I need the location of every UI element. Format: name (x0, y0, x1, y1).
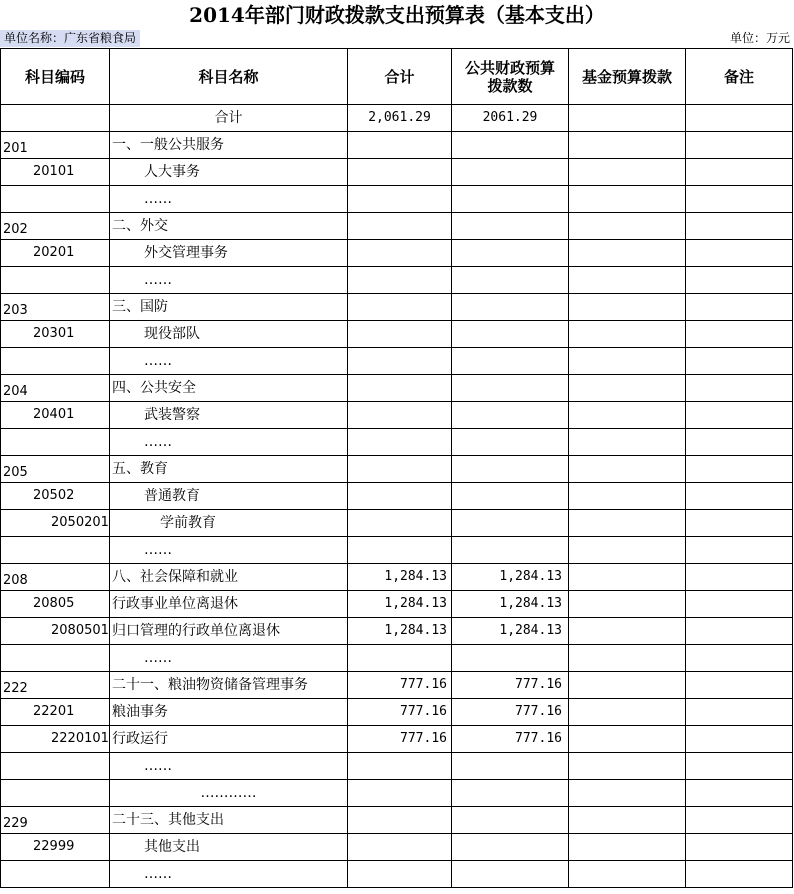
cell-code[interactable]: 229 (1, 807, 110, 834)
cell-total[interactable] (348, 402, 452, 429)
cell-fund-budget[interactable] (569, 429, 686, 456)
cell-name[interactable]: 外交管理事务 (110, 240, 348, 267)
cell-total[interactable] (348, 132, 452, 159)
cell-total[interactable] (348, 510, 452, 537)
cell-name[interactable]: …… (110, 861, 348, 888)
cell-name[interactable]: 普通教育 (110, 483, 348, 510)
cell-public-budget[interactable] (452, 186, 569, 213)
table-row (1, 699, 793, 726)
cell-public-budget[interactable] (452, 240, 569, 267)
cell-fund-budget[interactable] (569, 537, 686, 564)
cell-total[interactable] (348, 348, 452, 375)
cell-fund-budget[interactable] (569, 159, 686, 186)
cell-code[interactable]: 20502 (1, 483, 110, 510)
cell-note[interactable] (686, 321, 793, 348)
table-row (1, 618, 793, 645)
cell-fund-budget[interactable] (569, 483, 686, 510)
cell-public-budget[interactable] (452, 510, 569, 537)
cell-code[interactable]: 22201 (1, 699, 110, 726)
cell-code[interactable] (1, 429, 110, 456)
cell-code[interactable]: 20201 (1, 240, 110, 267)
cell-fund-budget[interactable] (569, 294, 686, 321)
report-title: 2014年部门财政拨款支出预算表（基本支出） (189, 3, 605, 27)
cell-note[interactable] (686, 159, 793, 186)
cell-note[interactable] (686, 186, 793, 213)
cell-note[interactable] (686, 861, 793, 888)
table-row (1, 240, 793, 267)
table-row (1, 267, 793, 294)
cell-total[interactable] (348, 429, 452, 456)
cell-note[interactable] (686, 348, 793, 375)
cell-note[interactable] (686, 699, 793, 726)
cell-fund-budget[interactable] (569, 834, 686, 861)
cell-public-budget[interactable]: 1,284.13 (452, 618, 569, 645)
cell-name[interactable]: 三、国防 (110, 294, 348, 321)
cell-code[interactable]: 203 (1, 294, 110, 321)
cell-note[interactable] (686, 753, 793, 780)
header-total[interactable]: 合计 (348, 49, 452, 105)
table-row (1, 375, 793, 402)
header-code[interactable]: 科目编码 (1, 49, 110, 105)
cell-code[interactable] (1, 645, 110, 672)
cell-code[interactable]: 20401 (1, 402, 110, 429)
cell-note[interactable] (686, 402, 793, 429)
cell-note[interactable] (686, 483, 793, 510)
cell-public-budget[interactable] (452, 834, 569, 861)
cell-note[interactable] (686, 267, 793, 294)
cell-code[interactable] (1, 348, 110, 375)
table-row (1, 726, 793, 753)
cell-note[interactable] (686, 213, 793, 240)
table-row (1, 672, 793, 699)
cell-note[interactable] (686, 807, 793, 834)
table-row (1, 402, 793, 429)
cell-code[interactable]: 20805 (1, 591, 110, 618)
cell-fund-budget[interactable] (569, 132, 686, 159)
table-header-row (1, 49, 793, 105)
cell-total[interactable] (348, 294, 452, 321)
cell-code[interactable] (1, 861, 110, 888)
cell-note[interactable] (686, 105, 793, 132)
cell-name[interactable]: 学前教育 (110, 510, 348, 537)
cell-note[interactable] (686, 834, 793, 861)
cell-public-budget[interactable] (452, 375, 569, 402)
cell-code[interactable] (1, 537, 110, 564)
cell-code[interactable]: 20301 (1, 321, 110, 348)
cell-name[interactable]: 行政事业单位离退休 (110, 591, 348, 618)
cell-total[interactable] (348, 267, 452, 294)
cell-public-budget[interactable] (452, 402, 569, 429)
cell-fund-budget[interactable] (569, 780, 686, 807)
table-row (1, 753, 793, 780)
table-body (1, 105, 793, 888)
cell-total[interactable]: 1,284.13 (348, 591, 452, 618)
cell-code[interactable]: 22999 (1, 834, 110, 861)
cell-code[interactable]: 201 (1, 132, 110, 159)
cell-name[interactable]: 现役部队 (110, 321, 348, 348)
cell-total[interactable] (348, 834, 452, 861)
cell-public-budget[interactable] (452, 456, 569, 483)
table-row (1, 294, 793, 321)
cell-code[interactable] (1, 105, 110, 132)
cell-name[interactable]: 四、公共安全 (110, 375, 348, 402)
cell-name[interactable]: 二、外交 (110, 213, 348, 240)
cell-fund-budget[interactable] (569, 456, 686, 483)
cell-public-budget[interactable] (452, 321, 569, 348)
cell-name[interactable]: 人大事务 (110, 159, 348, 186)
cell-name[interactable]: 武装警察 (110, 402, 348, 429)
cell-fund-budget[interactable] (569, 564, 686, 591)
cell-note[interactable] (686, 726, 793, 753)
table-row (1, 213, 793, 240)
cell-public-budget[interactable] (452, 483, 569, 510)
cell-fund-budget[interactable] (569, 510, 686, 537)
table-row (1, 537, 793, 564)
cell-total[interactable] (348, 186, 452, 213)
table-row (1, 861, 793, 888)
cell-public-budget[interactable] (452, 213, 569, 240)
cell-total[interactable] (348, 483, 452, 510)
cell-public-budget[interactable] (452, 294, 569, 321)
cell-code[interactable] (1, 186, 110, 213)
cell-total[interactable] (348, 645, 452, 672)
cell-name[interactable]: …… (110, 267, 348, 294)
cell-code[interactable]: 202 (1, 213, 110, 240)
cell-code[interactable] (1, 780, 110, 807)
table-row (1, 510, 793, 537)
unit-measure-label: 单位：万元 (729, 31, 790, 45)
cell-note[interactable] (686, 240, 793, 267)
cell-fund-budget[interactable] (569, 402, 686, 429)
cell-note[interactable] (686, 618, 793, 645)
cell-code[interactable]: 208 (1, 564, 110, 591)
table-row (1, 159, 793, 186)
cell-fund-budget[interactable] (569, 699, 686, 726)
cell-total[interactable] (348, 213, 452, 240)
cell-fund-budget[interactable] (569, 672, 686, 699)
cell-code[interactable]: 205 (1, 456, 110, 483)
cell-code[interactable] (1, 753, 110, 780)
cell-total[interactable] (348, 375, 452, 402)
table-row (1, 780, 793, 807)
cell-public-budget[interactable]: 777.16 (452, 672, 569, 699)
cell-name[interactable]: …… (110, 348, 348, 375)
unit-name-label[interactable]: 单位名称：广东省粮食局 (0, 30, 140, 47)
cell-code[interactable]: 2220101 (1, 726, 110, 753)
cell-note[interactable] (686, 429, 793, 456)
cell-total[interactable]: 1,284.13 (348, 564, 452, 591)
header-fund-budget[interactable]: 基金预算拨款 (569, 49, 686, 105)
table-row (1, 348, 793, 375)
cell-name[interactable]: 行政运行 (110, 726, 348, 753)
cell-total[interactable]: 777.16 (348, 672, 452, 699)
table-row (1, 591, 793, 618)
cell-fund-budget[interactable] (569, 240, 686, 267)
cell-total[interactable] (348, 159, 452, 186)
cell-note[interactable] (686, 537, 793, 564)
cell-name[interactable]: ………… (110, 780, 348, 807)
cell-public-budget[interactable] (452, 267, 569, 294)
cell-code[interactable]: 2050201 (1, 510, 110, 537)
cell-public-budget[interactable] (452, 807, 569, 834)
header-name[interactable]: 科目名称 (110, 49, 348, 105)
cell-public-budget[interactable] (452, 429, 569, 456)
budget-table (0, 48, 793, 888)
cell-total[interactable] (348, 807, 452, 834)
table-row (1, 807, 793, 834)
cell-total[interactable]: 777.16 (348, 726, 452, 753)
cell-name[interactable]: …… (110, 645, 348, 672)
cell-total[interactable] (348, 537, 452, 564)
cell-public-budget[interactable] (452, 132, 569, 159)
cell-total[interactable]: 1,284.13 (348, 618, 452, 645)
header-note[interactable]: 备注 (686, 49, 793, 105)
header-public-budget[interactable] (452, 49, 569, 105)
cell-name[interactable]: …… (110, 429, 348, 456)
table-row (1, 429, 793, 456)
cell-code[interactable]: 222 (1, 672, 110, 699)
table-row (1, 186, 793, 213)
table-row (1, 483, 793, 510)
table-row (1, 834, 793, 861)
cell-code[interactable] (1, 267, 110, 294)
table-row (1, 105, 793, 132)
cell-fund-budget[interactable] (569, 186, 686, 213)
cell-name[interactable]: 一、一般公共服务 (110, 132, 348, 159)
cell-name[interactable]: …… (110, 537, 348, 564)
cell-public-budget[interactable]: 1,284.13 (452, 591, 569, 618)
cell-total[interactable]: 777.16 (348, 699, 452, 726)
cell-note[interactable] (686, 456, 793, 483)
cell-public-budget[interactable]: 2061.29 (452, 105, 569, 132)
cell-fund-budget[interactable] (569, 213, 686, 240)
table-row (1, 645, 793, 672)
cell-public-budget[interactable]: 777.16 (452, 726, 569, 753)
cell-fund-budget[interactable] (569, 726, 686, 753)
cell-note[interactable] (686, 591, 793, 618)
cell-fund-budget[interactable] (569, 267, 686, 294)
cell-name[interactable]: 二十一、粮油物资储备管理事务 (110, 672, 348, 699)
cell-public-budget[interactable] (452, 348, 569, 375)
cell-public-budget[interactable] (452, 780, 569, 807)
cell-fund-budget[interactable] (569, 591, 686, 618)
cell-note[interactable] (686, 375, 793, 402)
cell-fund-budget[interactable] (569, 105, 686, 132)
cell-public-budget[interactable] (452, 159, 569, 186)
cell-fund-budget[interactable] (569, 645, 686, 672)
cell-name[interactable]: …… (110, 753, 348, 780)
cell-total[interactable] (348, 456, 452, 483)
cell-public-budget[interactable] (452, 537, 569, 564)
cell-total[interactable] (348, 753, 452, 780)
cell-name[interactable]: 二十三、其他支出 (110, 807, 348, 834)
cell-note[interactable] (686, 510, 793, 537)
cell-fund-budget[interactable] (569, 753, 686, 780)
cell-public-budget[interactable] (452, 645, 569, 672)
table-row (1, 456, 793, 483)
cell-note[interactable] (686, 780, 793, 807)
cell-total[interactable]: 2,061.29 (348, 105, 452, 132)
cell-total[interactable] (348, 240, 452, 267)
cell-total[interactable] (348, 861, 452, 888)
table-row (1, 321, 793, 348)
cell-code[interactable]: 20101 (1, 159, 110, 186)
cell-code[interactable]: 204 (1, 375, 110, 402)
cell-note[interactable] (686, 294, 793, 321)
cell-name[interactable]: …… (110, 186, 348, 213)
cell-name[interactable]: 八、社会保障和就业 (110, 564, 348, 591)
cell-name[interactable]: 归口管理的行政单位离退休 (110, 618, 348, 645)
cell-fund-budget[interactable] (569, 321, 686, 348)
header-public-line2: 拨款数 (487, 76, 533, 95)
cell-fund-budget[interactable] (569, 375, 686, 402)
cell-name[interactable]: 五、教育 (110, 456, 348, 483)
cell-total[interactable] (348, 780, 452, 807)
cell-fund-budget[interactable] (569, 348, 686, 375)
cell-public-budget[interactable]: 1,284.13 (452, 564, 569, 591)
cell-name[interactable]: 粮油事务 (110, 699, 348, 726)
cell-public-budget[interactable] (452, 753, 569, 780)
cell-name[interactable]: 合计 (110, 105, 348, 132)
cell-note[interactable] (686, 564, 793, 591)
cell-fund-budget[interactable] (569, 618, 686, 645)
cell-name[interactable]: 其他支出 (110, 834, 348, 861)
table-row (1, 564, 793, 591)
cell-note[interactable] (686, 645, 793, 672)
cell-public-budget[interactable]: 777.16 (452, 699, 569, 726)
header-public-line1: 公共财政预算 (464, 58, 555, 77)
table-row (1, 132, 793, 159)
cell-code[interactable]: 2080501 (1, 618, 110, 645)
cell-note[interactable] (686, 672, 793, 699)
cell-public-budget[interactable] (452, 861, 569, 888)
cell-note[interactable] (686, 132, 793, 159)
cell-fund-budget[interactable] (569, 861, 686, 888)
cell-fund-budget[interactable] (569, 807, 686, 834)
cell-total[interactable] (348, 321, 452, 348)
